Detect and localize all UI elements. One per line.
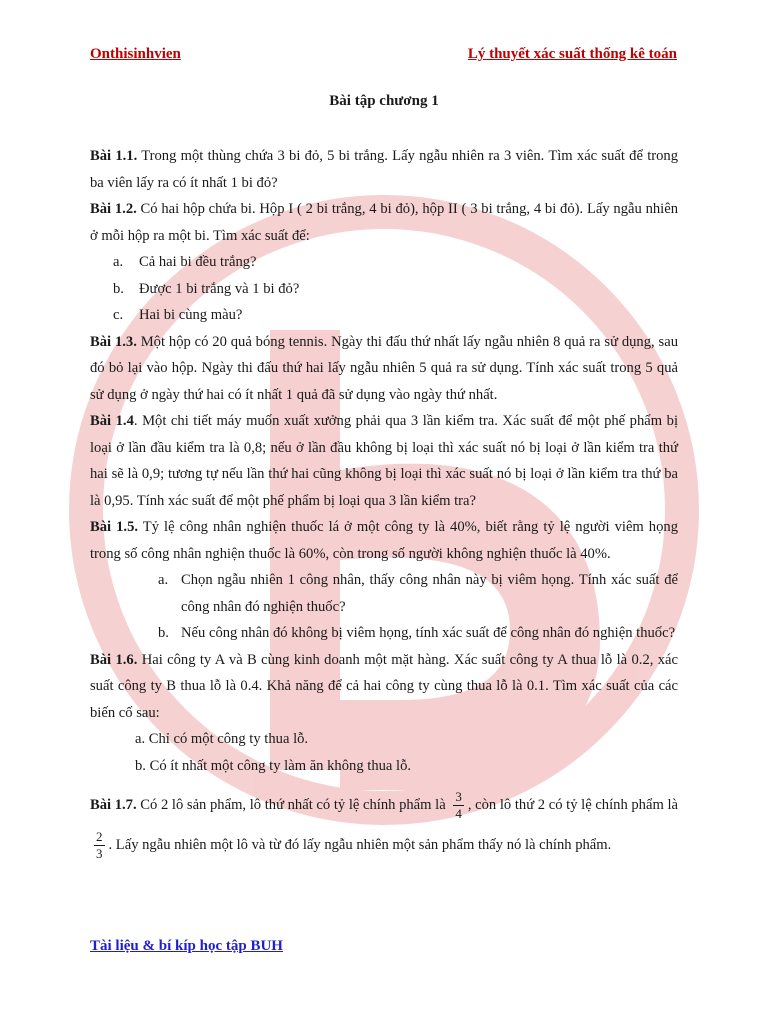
exercise-text: Hai công ty A và B cùng kinh doanh một mặt hàng. Xác suất công ty A thua lỗ là 0.2, xác suất công ty B thua lỗ là 0.4. Khả năng để cả hai công ty cùng thua lỗ là 0.1. Tìm xác suất của các biến cố sau: — [90, 651, 679, 721]
exercise-label: Bài 1.4 — [90, 413, 134, 429]
exercise-1-2 — [90, 196, 678, 249]
exercise-list — [90, 143, 678, 865]
list-item: a. Chọn ngẫu nhiên 1 công nhân, thấy công nhân này bị viêm họng. Tính xác suất để công nhân đó nghiện thuốc? — [158, 572, 678, 615]
list-item: b. Có ít nhất một công ty làm ăn không thua lỗ. — [135, 757, 412, 774]
exercise-1-3 — [90, 329, 678, 409]
list-item: a. Cả hai bi đều trắng? — [113, 254, 257, 270]
exercise-1-4 — [90, 408, 678, 514]
list-item: a. Chỉ có một công ty thua lỗ. — [135, 731, 309, 747]
exercise-label: Bài 1.7. — [90, 797, 137, 813]
exercise-label: Bài 1.3. — [90, 333, 137, 350]
header-subject: Lý thuyết xác suất thống kê toán — [467, 46, 677, 62]
exercise-text: Có hai hộp chứa bi. Hộp I ( 2 bi trắng, 4 bi đỏ), hộp II ( 3 bi trắng, 4 bi đỏ). Lấy ngẫu nhiên ở mỗi hộp ra một bi. Tìm xác suất để: — [90, 201, 679, 244]
exercise-text: Một hộp có 20 quả bóng tennis. Ngày thi đấu thứ nhất lấy ngẫu nhiên 8 quả ra sử dụng, sau đó bỏ lại vào hộp. Ngày thi đấu thứ hai lấy ngẫu nhiên 5 quả ra sử dụng. Tính xác suất trong 5 quả sử dụng ở ngày thứ hai có ít nhất 1 quả đã sử dụng vào ngày thứ nhất. — [90, 333, 678, 403]
exercise-1-5 — [90, 514, 678, 567]
exercise-label: Bài 1.6. — [90, 651, 138, 668]
page-header — [90, 46, 677, 63]
footer-link[interactable]: Tài liệu & bí kíp học tập BUH — [90, 938, 283, 954]
exercise-label: Bài 1.2. — [90, 201, 137, 217]
fraction: $\frac{3}{4}$ — [455, 789, 462, 822]
exercise-1-1 — [90, 143, 678, 196]
exercise-label: Bài 1.5. — [90, 519, 139, 535]
exercise-1-6 — [90, 647, 678, 727]
list-item: b. Được 1 bi trắng và 1 bi đỏ? — [113, 280, 300, 297]
chapter-title: Bài tập chương 1 — [329, 93, 439, 109]
exercise-1-7: Bài 1.7. Có 2 lô sản phẩm, lô thứ nhất có tỷ lệ chính phẩm là $\frac{3}{4}$ , còn lô thứ 2 có tỷ lệ chính phẩm là $\frac{2}{3}$ . Lấy ngẫu nhiên một lô và từ đó lấy ngẫu nhiên một sản phẩm thấy nó là chính phẩm. — [90, 789, 678, 862]
exercise-text: Tỷ lệ công nhân nghiện thuốc lá ở một công ty là 40%, biết rằng tỷ lệ người viêm họng trong số công nhân nghiện thuốc là 60%, còn trong số người không nghiện thuốc là 40%. — [90, 519, 678, 562]
fraction: $\frac{2}{3}$ — [96, 829, 103, 862]
list-item: c. Hai bi cùng màu? — [113, 307, 243, 323]
exercise-text: . Một chi tiết máy muốn xuất xưởng phải qua 3 lần kiểm tra. Xác suất để một phế phẩm bị loại ở lần đầu kiểm tra là 0,8; nếu ở lần đầu không bị loại thì xác suất nó bị loại ở lần kiểm tra thứ hai sẽ là 0,9; tương tự nếu lần thứ hai cũng không bị loại thì xác suất nó bị loại ở lần kiểm tra thứ ba là 0,95. Tính xác suất để một phế phẩm bị loại qua 3 lần kiểm tra? — [90, 413, 678, 509]
exercise-label: Bài 1.1. — [90, 148, 138, 164]
header-site-name: Onthisinhvien — [90, 46, 181, 62]
exercise-text: Trong một thùng chứa 3 bi đỏ, 5 bi trắng. Lấy ngẫu nhiên ra 3 viên. Tìm xác suất để trong ba viên lấy ra có ít nhất 1 bi đỏ? — [90, 148, 678, 191]
list-item: b. Nếu công nhân đó không bị viêm họng, tính xác suất để công nhân đó nghiện thuốc? — [158, 625, 676, 641]
